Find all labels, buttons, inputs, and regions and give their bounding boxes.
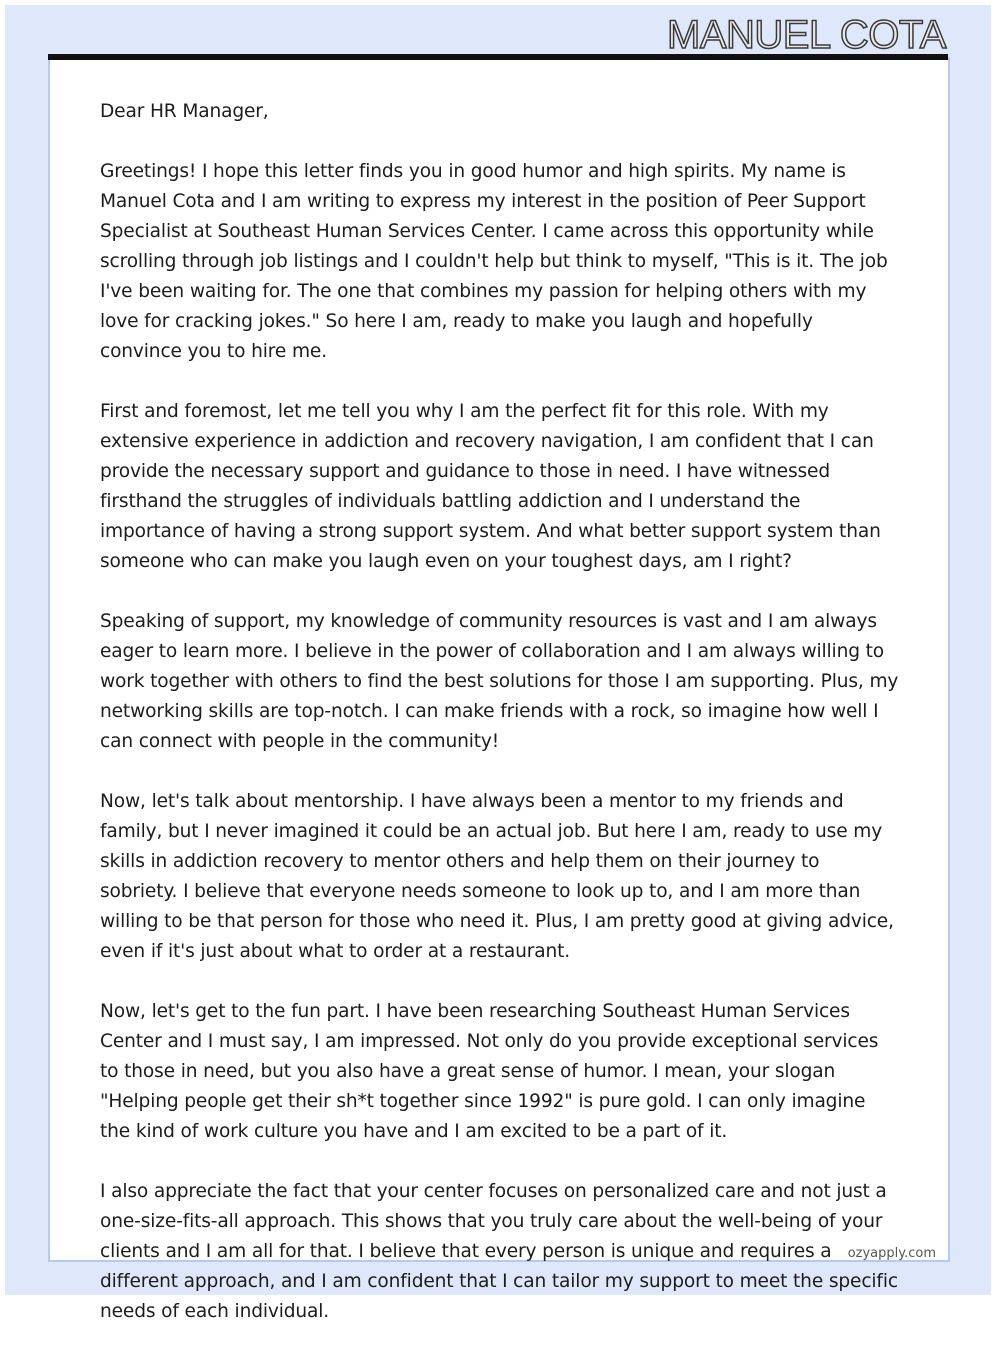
letter-paragraph-3: Speaking of support, my knowledge of community resources is vast and I am always eager to learn more. I believe in the power of collaboration and I am always willing to work together with others to find the best solutions for those I am supporting. Plus, my networking skills are top-notch. I can make friends with a rock, so imagine how well I can connect with people in the community!	[100, 611, 899, 752]
letter-salutation: Dear HR Manager,	[100, 101, 269, 122]
letter-paragraph-4: Now, let's talk about mentorship. I have always been a mentor to my friends and family, but I never imagined it could be an actual job. But here I am, ready to use my skills in addiction recovery to mentor others and help them on their journey to sobriety. I believe that everyone needs someone to look up to, and I am more than willing to be that person for those who need it. Plus, I am pretty good at giving advice, even if it's just about what to order at a restaurant.	[100, 791, 894, 962]
site-watermark: ozyapply.com	[847, 1246, 936, 1261]
letter-paragraph-1: Greetings! I hope this letter finds you in good humor and high spirits. My name is Manuel Cota and I am writing to express my interest in the position of Peer Support Specialist at Southeast Human Services Center. I came across this opportunity while scrolling through job listings and I couldn't help but think to myself, "This is it. The job I've been waiting for. The one that combines my passion for helping others with my love for cracking jokes." So here I am, ready to make you laugh and hopefully convince you to hire me.	[100, 161, 888, 362]
applicant-name: MANUEL COTA	[667, 13, 946, 57]
letter-paragraph-2: First and foremost, let me tell you why I am the perfect fit for this role. With my extensive experience in addiction and recovery navigation, I am confident that I can provide the necessary support and guidance to those in need. I have witnessed firsthand the struggles of individuals battling addiction and I understand the importance of having a strong support system. And what better support system than someone who can make you laugh even on your toughest days, am I right?	[100, 401, 881, 572]
letter-paragraph-6: I also appreciate the fact that your center focuses on personalized care and not just a one-size-fits-all approach. This shows that you truly care about the well-being of your clients and I am all for that. I believe that every person is unique and requires a different approach, and I am confident that I can tailor my support to meet the specific needs of each individual.	[100, 1181, 898, 1322]
letter-body	[100, 97, 900, 1357]
letter-paragraph-5: Now, let's get to the fun part. I have been researching Southeast Human Services Center and I must say, I am impressed. Not only do you provide exceptional services to those in need, but you also have a great sense of humor. I mean, your slogan "Helping people get their sh*t together since 1992" is pure gold. I can only imagine the kind of work culture you have and I am excited to be a part of it.	[100, 1001, 879, 1142]
